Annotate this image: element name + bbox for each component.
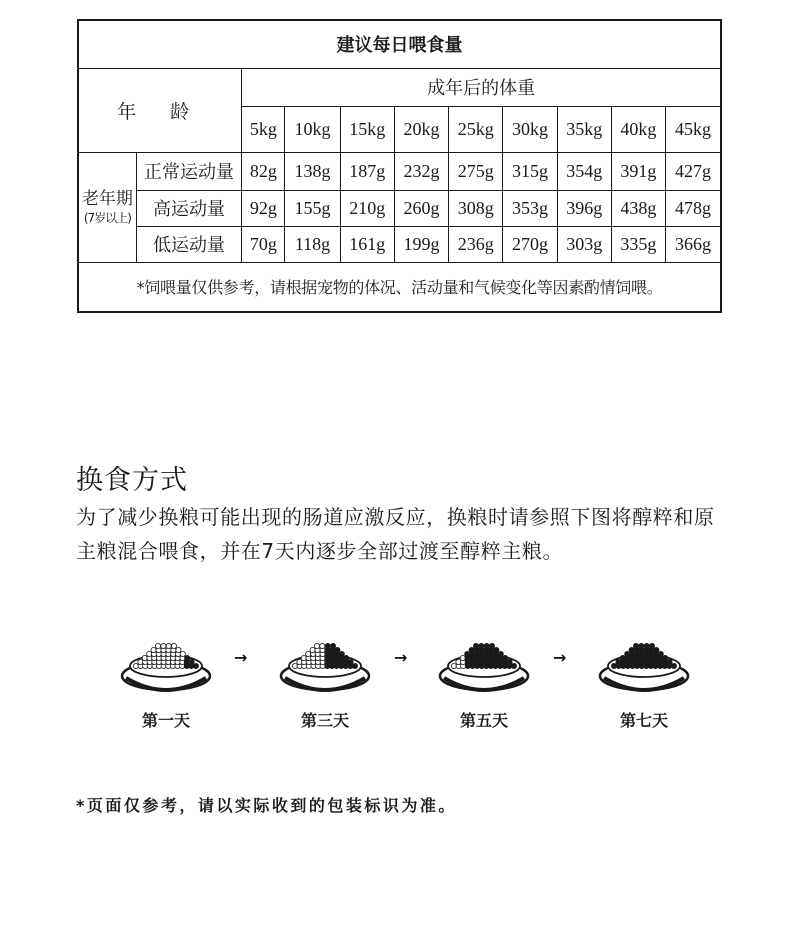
- table-row: [78, 226, 721, 262]
- step-label: 第五天: [459, 711, 508, 730]
- table-cell: 354g: [557, 152, 611, 190]
- table-cell: 187g: [340, 152, 394, 190]
- page-footnote: *页面仅参考，请以实际收到的包装标识为准。: [76, 796, 457, 815]
- bowl-drawing: [438, 626, 530, 698]
- table-cell: 353g: [503, 190, 557, 226]
- table-cell: 70g: [242, 226, 285, 262]
- table-cell: 366g: [666, 226, 721, 262]
- table-cell: 138g: [285, 152, 340, 190]
- table-cell: 303g: [557, 226, 611, 262]
- table-title: 建议每日喂食量: [78, 20, 721, 68]
- weight-cell: 15kg: [340, 106, 394, 152]
- bowl-drawing: [120, 626, 212, 698]
- table-cell: 236g: [449, 226, 503, 262]
- food-bowl-day3-icon: [279, 626, 371, 698]
- section-heading: 换食方式: [76, 465, 188, 496]
- age-header: 年 龄: [78, 68, 242, 152]
- table-cell: 315g: [503, 152, 557, 190]
- weight-cell: 35kg: [557, 106, 611, 152]
- feeding-table: [77, 19, 722, 313]
- weight-cell: 10kg: [285, 106, 340, 152]
- weight-header: 成年后的体重: [242, 68, 721, 106]
- weight-cell: 20kg: [394, 106, 448, 152]
- weight-cell: 5kg: [242, 106, 285, 152]
- row-label: 低运动量: [136, 226, 241, 262]
- table-cell: 155g: [285, 190, 340, 226]
- weight-cell: 45kg: [666, 106, 721, 152]
- table-row: [78, 152, 721, 190]
- step-label: 第七天: [619, 711, 668, 730]
- weight-cell: 40kg: [611, 106, 665, 152]
- table-row: [78, 190, 721, 226]
- table-note: *饲喂量仅供参考，请根据宠物的体况、活动量和气候变化等因素酌情饲喂。: [78, 262, 721, 312]
- table-cell: 275g: [449, 152, 503, 190]
- table-cell: 210g: [340, 190, 394, 226]
- food-bowl-day7-icon: [598, 626, 690, 698]
- row-label: 正常运动量: [136, 152, 241, 190]
- table-cell: 438g: [611, 190, 665, 226]
- table-cell: 308g: [449, 190, 503, 226]
- table-cell: 92g: [242, 190, 285, 226]
- senior-group-label: [78, 152, 136, 262]
- table-cell: 161g: [340, 226, 394, 262]
- group-sublabel: (7岁以上): [83, 211, 131, 225]
- table-cell: 478g: [666, 190, 721, 226]
- table-cell: 199g: [394, 226, 448, 262]
- table-cell: 396g: [557, 190, 611, 226]
- table-cell: 260g: [394, 190, 448, 226]
- section-description: 为了减少换粮可能出现的肠道应激反应，换粮时请参照下图将醇粹和原主粮混合喂食，并在7天内逐步全部过渡至醇粹主粮。: [76, 505, 715, 563]
- table-cell: 335g: [611, 226, 665, 262]
- food-bowl-day5-icon: [438, 626, 530, 698]
- bowl-drawing: [279, 626, 371, 698]
- table-cell: 427g: [666, 152, 721, 190]
- arrow-icon: →: [234, 648, 248, 667]
- food-bowl-day1-icon: [120, 626, 212, 698]
- table-cell: 118g: [285, 226, 340, 262]
- table-cell: 270g: [503, 226, 557, 262]
- arrow-icon: →: [394, 648, 408, 667]
- table-cell: 82g: [242, 152, 285, 190]
- group-label: 老年期: [81, 189, 133, 209]
- bowl-drawing: [598, 626, 690, 698]
- table-cell: 391g: [611, 152, 665, 190]
- step-label: 第一天: [141, 711, 190, 730]
- arrow-icon: →: [553, 648, 567, 667]
- table-cell: 232g: [394, 152, 448, 190]
- weight-cell: 30kg: [503, 106, 557, 152]
- row-label: 高运动量: [136, 190, 241, 226]
- weight-cell: 25kg: [449, 106, 503, 152]
- step-label: 第三天: [300, 711, 349, 730]
